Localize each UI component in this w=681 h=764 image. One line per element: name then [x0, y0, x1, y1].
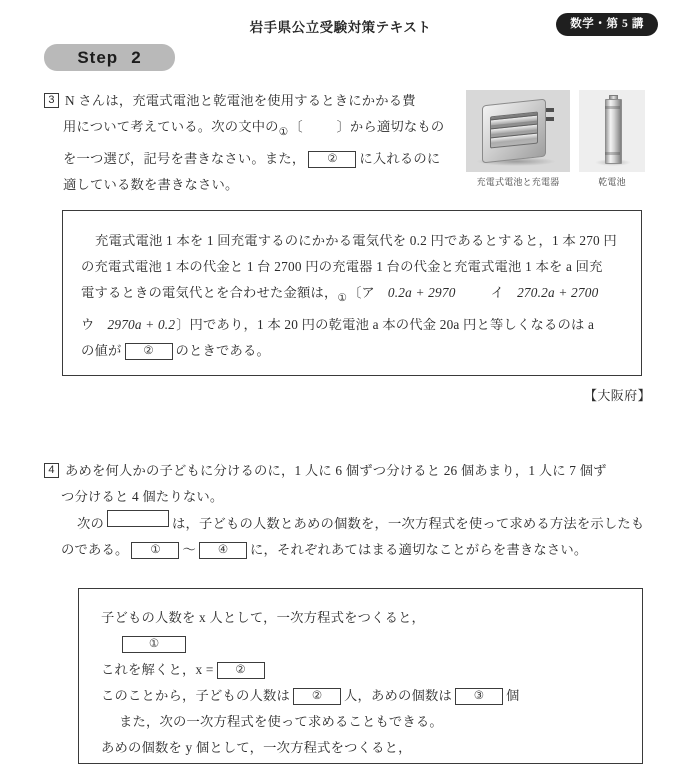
p4-box-line-4: また，次の一次方程式を使って求めることもできる。	[119, 714, 443, 729]
answer-blank-2[interactable]	[308, 151, 356, 168]
answer-blank-2-label: ②	[327, 153, 338, 165]
charger-battery-bay	[490, 111, 538, 148]
caption-dry-cell: 乾電池	[598, 177, 626, 187]
dry-cell-band-bottom	[605, 152, 620, 155]
p3-box-line-5	[81, 338, 625, 364]
p3-box-answer-blank-2-label: ②	[143, 345, 154, 357]
problem-3-number: 3	[44, 93, 59, 108]
p4-box-blank-1-label: ①	[148, 638, 160, 650]
problem-3-line-2	[44, 114, 456, 146]
problem-3-line-3	[44, 146, 456, 172]
bracket-close: 〕	[336, 119, 350, 134]
p3-box-answer-blank-2[interactable]	[125, 343, 173, 360]
bracket-open: 〔	[289, 119, 303, 134]
problem-4-line-4	[44, 537, 654, 563]
problem-3-prompt	[44, 88, 456, 198]
problem-3-marker-1: ①	[278, 127, 289, 138]
p4-box-line-3-pre: このことから，子どもの人数は	[101, 688, 290, 703]
p3-box-line-4-post: 円であり，1 本 20 円の乾電池 a 本の代金 20a 円と等しくなるのは a	[189, 317, 595, 332]
problem-3-line-1	[44, 88, 456, 114]
problem-4-line-3-pre: 次の	[77, 516, 104, 531]
problem-4-line-4-pre: のである。	[61, 542, 129, 557]
problem-4-blank-4[interactable]	[199, 542, 247, 559]
p3-box-bracket-close: 〕	[176, 317, 190, 332]
step-number: 2	[131, 47, 142, 67]
problem-4-number: 4	[44, 463, 59, 478]
problem-4-line-1	[44, 458, 654, 484]
problem-3-figures	[466, 90, 646, 188]
p3-box-line-4	[81, 312, 625, 338]
p3-box-line-2: の充電式電池 1 本の代金と 1 台 2700 円の充電器 1 台の代金と充電式電池 1 本を a 回充	[81, 259, 603, 274]
p4-box-blank-2-label: ②	[235, 664, 246, 676]
step-banner	[44, 44, 175, 71]
p3-box-line-3-pre: 電するときの電気代とを合わせた金額は，	[81, 285, 338, 300]
caption-charger: 充電式電池と充電器	[476, 177, 560, 187]
problem-3-source: 【大阪府】	[583, 388, 651, 403]
p3-box-line-1: 充電式電池 1 本を 1 回充電するのにかかる電気代を 0.2 円であるとすると，1 本 270 円	[95, 233, 617, 248]
problem-3-line-4	[44, 172, 456, 198]
p3-box-line-5-post: のときである。	[175, 343, 270, 358]
problem-3-after-blank-2: に入れるのに	[359, 151, 441, 166]
problem-4-passage-box	[78, 588, 643, 764]
problem-4-line-2: つ分けると 4 個たりない。	[61, 489, 224, 504]
problem-4-line-3	[44, 510, 654, 537]
charger-cell-3	[491, 133, 537, 144]
document-title: 岩手県公立受験対策テキスト	[249, 20, 432, 35]
p4-box-blank-1[interactable]	[122, 636, 186, 653]
problem-4-prompt	[44, 458, 654, 563]
choice-a-label[interactable]: ア	[361, 285, 375, 300]
problem-4-range-dash: ～	[182, 542, 196, 557]
p3-box-line-5-pre: の値が	[81, 343, 122, 358]
p4-box-line-2-pre: これを解くと，x =	[101, 662, 214, 677]
p4-box-line-3-post: 個	[505, 688, 520, 703]
problem-3-text-3: を一つ選び，記号を書きなさい。また，	[63, 151, 306, 166]
problem-4-blank-4-label: ④	[217, 544, 229, 556]
problem-4-blank-1[interactable]	[131, 542, 179, 559]
figure-captions	[466, 176, 646, 188]
p4-box-blank-2[interactable]	[217, 662, 265, 679]
figure-row	[466, 90, 646, 172]
dry-cell-band-top	[605, 106, 620, 109]
step-label: Step	[77, 47, 119, 67]
p4-box-blank-2b[interactable]	[293, 688, 341, 705]
p4-box-line-1: 子どもの人数を x 人として，一次方程式をつくると，	[101, 610, 426, 625]
p4-box-line-2	[101, 657, 628, 683]
problem-3-text-2: 用について考えている。次の文中の	[63, 119, 279, 134]
dry-cell-battery-photo	[579, 90, 645, 172]
p4-box-line-3-mid: 人，あめの個数は	[343, 688, 452, 703]
p4-box-line-5: あめの個数を y 個として，一次方程式をつくると，	[101, 740, 412, 755]
choice-a-expression: 0.2a + 2970	[387, 285, 456, 300]
choice-c-label[interactable]: ウ	[81, 317, 95, 332]
problem-3-text-1: N さんは，充電式電池と乾電池を使用するときにかかる費	[65, 93, 416, 108]
choice-b-label[interactable]: イ	[490, 285, 505, 300]
p4-box-blank-1-row	[101, 631, 628, 657]
p4-box-line-3	[101, 683, 628, 709]
problem-3-text-4: 適している数を書きなさい。	[63, 177, 239, 192]
p3-box-bracket-open: 〔	[348, 285, 362, 300]
problem-3-passage-box	[62, 210, 642, 376]
p3-box-line-3	[81, 280, 625, 312]
choice-b-expression: 270.2a + 2700	[517, 285, 599, 300]
choice-c-expression: 2970a + 0.2	[107, 317, 176, 332]
p4-box-blank-3[interactable]	[455, 688, 503, 705]
problem-4-line-3-post: は，子どもの人数とあめの個数を，一次方程式を使って求める方法を示したも	[172, 516, 645, 531]
p4-box-blank-2b-label: ②	[311, 690, 323, 702]
problem-4-reference-blank[interactable]	[107, 510, 169, 527]
rechargeable-battery-and-charger-photo	[466, 90, 570, 172]
problem-4-blank-1-label: ①	[150, 544, 161, 556]
problem-4-text-1: あめを何人かの子どもに分けるのに，1 人に 6 個ずつ分けると 26 個あまり，1 人に 7 個ず	[65, 463, 607, 478]
p3-box-marker-1: ①	[337, 293, 348, 304]
page-header	[0, 14, 681, 40]
p4-box-blank-3-label: ③	[473, 690, 485, 702]
problem-3-after-bracket: から適切なもの	[349, 119, 445, 134]
problem-4-line-4-post: に，それぞれあてはまる適切なことがらを書きなさい。	[249, 542, 588, 557]
lesson-badge: 数学・第 5 講	[557, 14, 657, 35]
